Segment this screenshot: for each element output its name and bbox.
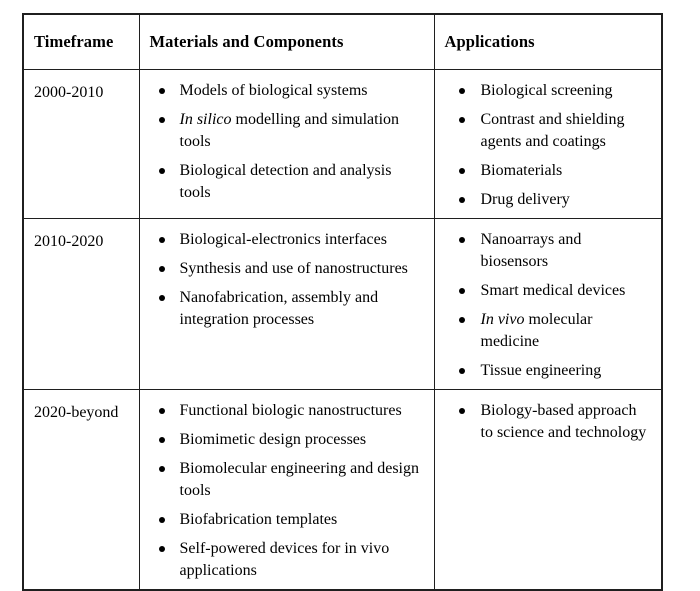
bullet-item [435, 309, 650, 353]
text-run: Self-powered devices for in vivo applications [179, 539, 390, 579]
table-row [23, 218, 662, 389]
italic-text-run: In silico [179, 110, 232, 128]
text-run: Functional biologic nanostructures [179, 401, 402, 419]
bullet-item [435, 189, 650, 211]
text-run: Drug delivery [480, 190, 570, 208]
bullet-item [435, 400, 650, 444]
materials-list [140, 229, 422, 331]
text-run: Models of biological systems [179, 81, 368, 99]
bullet-item [435, 360, 650, 382]
text-run: molecular medicine [480, 310, 593, 350]
bullet-item [140, 538, 422, 582]
text-run: Biological screening [480, 81, 613, 99]
table-row [23, 69, 662, 218]
text-run: Smart medical devices [480, 281, 626, 299]
bullet-item [140, 509, 422, 531]
materials-list [140, 80, 422, 204]
text-run: Biofabrication templates [179, 510, 338, 528]
bullet-item [140, 258, 422, 280]
text-run: modelling and simulation tools [179, 110, 400, 150]
applications-list [435, 80, 650, 211]
timeframe-2010-2020: 2010-2020 [23, 218, 139, 389]
timeframe-2020-beyond: 2020-beyond [23, 389, 139, 590]
table-row [23, 389, 662, 590]
bullet-item [140, 109, 422, 153]
materials-cell-2010-2020 [139, 218, 434, 389]
bullet-item [140, 80, 422, 102]
text-run: Nanofabrication, assembly and integration processes [179, 288, 379, 328]
materials-cell-2020-beyond [139, 389, 434, 590]
bullet-item [140, 458, 422, 502]
text-run: Tissue engineering [480, 361, 602, 379]
text-run: Synthesis and use of nanostructures [179, 259, 408, 277]
bullet-item [140, 429, 422, 451]
text-run: Biological detection and analysis tools [179, 161, 392, 201]
applications-list [435, 229, 650, 382]
bullet-item [140, 229, 422, 251]
bullet-item [435, 80, 650, 102]
italic-text-run: In vivo [480, 310, 525, 328]
header-timeframe: Timeframe [23, 14, 139, 69]
bullet-item [140, 287, 422, 331]
header-applications: Applications [434, 14, 662, 69]
applications-cell-2010-2020 [434, 218, 662, 389]
text-run: Biology-based approach to science and technology [480, 401, 647, 441]
materials-cell-2000-2010 [139, 69, 434, 218]
text-run: Biomimetic design processes [179, 430, 367, 448]
bullet-item [435, 229, 650, 273]
text-run: Biological-electronics interfaces [179, 230, 387, 248]
technology-roadmap-table [22, 13, 663, 591]
bullet-item [140, 400, 422, 422]
header-materials-and-components: Materials and Components [139, 14, 434, 69]
text-run: Biomaterials [480, 161, 563, 179]
bullet-item [435, 160, 650, 182]
text-run: Contrast and shielding agents and coatings [480, 110, 625, 150]
table-header-row [23, 14, 662, 69]
bullet-item [140, 160, 422, 204]
text-run: Nanoarrays and biosensors [480, 230, 582, 270]
materials-list [140, 400, 422, 582]
timeframe-2000-2010: 2000-2010 [23, 69, 139, 218]
applications-cell-2020-beyond [434, 389, 662, 590]
applications-cell-2000-2010 [434, 69, 662, 218]
bullet-item [435, 109, 650, 153]
bullet-item [435, 280, 650, 302]
applications-list [435, 400, 650, 444]
text-run: Biomolecular engineering and design tools [179, 459, 419, 499]
